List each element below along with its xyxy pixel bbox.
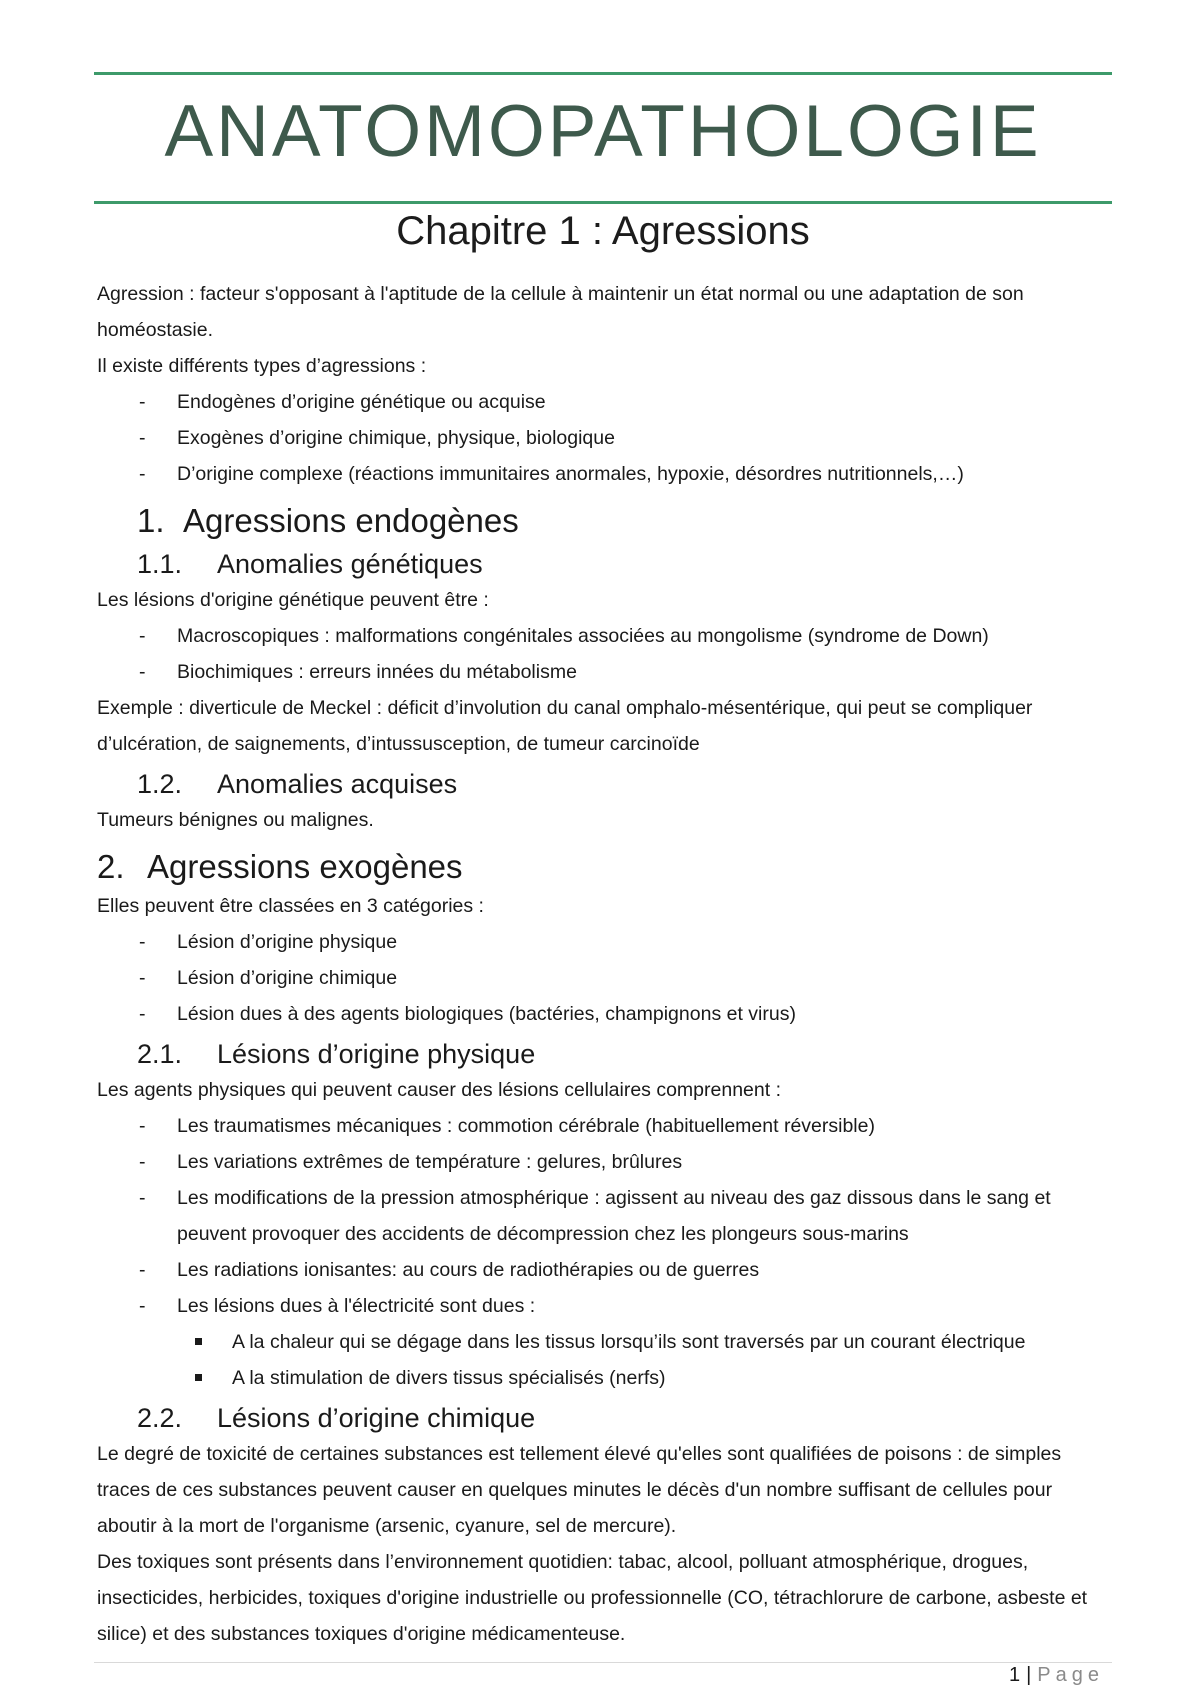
list-item: - Biochimiques : erreurs innées du métabolisme	[97, 654, 1107, 690]
definition-paragraph: Agression : facteur s'opposant à l'aptitude de la cellule à maintenir un état normal ou une adaptation de son homéostasie.	[97, 283, 1024, 341]
page-label: Page	[1037, 1664, 1104, 1686]
types-lead: Il existe différents types d’agressions :	[97, 355, 427, 377]
section-heading-1: 1. Agressions endogènes	[137, 502, 519, 539]
list-item: - Lésion dues à des agents biologiques (bactéries, champignons et virus)	[97, 996, 1107, 1032]
subsection-heading-2-1: 2.1. Lésions d’origine physique	[137, 1039, 536, 1069]
section-heading-2: 2. Agressions exogènes	[97, 848, 463, 885]
document-title: ANATOMOPATHOLOGIE	[164, 91, 1042, 172]
sub-list-item: A la chaleur qui se dégage dans les tissus lorsqu’ils sont traversés par un courant électrique	[97, 1324, 1107, 1360]
footer-rule	[94, 1662, 1112, 1663]
list-item: - Les traumatismes mécaniques : commotion cérébrale (habituellement réversible)	[97, 1108, 1107, 1144]
physical-list	[97, 1108, 1107, 1324]
list-item: - Les modifications de la pression atmosphérique : agissent au niveau des gaz dissous dans le sang et peuvent provoquer des accidents de décompression chez les plongeurs sous-marins	[97, 1180, 1107, 1252]
list-item: - D’origine complexe (réactions immunitaires anormales, hypoxie, désordres nutritionnels,…)	[97, 456, 1107, 492]
list-item: - Les lésions dues à l'électricité sont dues :	[97, 1288, 1107, 1324]
page-number: 1	[1008, 1664, 1021, 1686]
subsection-heading-2-2: 2.2. Lésions d’origine chimique	[137, 1403, 536, 1433]
exogenous-list	[97, 924, 1107, 1032]
chemical-paragraph-2: Des toxiques sont présents dans l’environnement quotidien: tabac, alcool, polluant atmosphérique, drogues, insecticides, herbicides, toxiques d'origine industrielle ou professionnelle (CO, tétrachlorure de carbone, asbeste et silice) et des substances toxiques d'origine médicamenteuse.	[97, 1551, 1088, 1645]
list-item: - Lésion d’origine chimique	[97, 960, 1107, 996]
list-item: - Lésion d’origine physique	[97, 924, 1107, 960]
physical-lead: Les agents physiques qui peuvent causer des lésions cellulaires comprennent :	[97, 1079, 781, 1101]
title-top-rule	[94, 72, 1112, 75]
types-list	[97, 384, 1107, 492]
electricity-sublist	[97, 1324, 1107, 1396]
chemical-paragraph-1: Le degré de toxicité de certaines substances est tellement élevé qu'elles sont qualifiées de poisons : de simples traces de ces substances peuvent causer en quelques minutes le décès d'un nombre suffisant de cellules pour aboutir à la mort de l'organisme (arsenic, cyanure, sel de mercure).	[97, 1443, 1062, 1537]
list-item: - Les radiations ionisantes: au cours de radiothérapies ou de guerres	[97, 1252, 1107, 1288]
acquired-text: Tumeurs bénignes ou malignes.	[97, 809, 374, 831]
chapter-title: Chapitre 1 : Agressions	[396, 209, 810, 253]
subsection-heading-1-2: 1.2. Anomalies acquises	[137, 769, 458, 799]
exogenous-lead: Elles peuvent être classées en 3 catégories :	[97, 895, 484, 917]
page-footer	[1009, 1664, 1104, 1687]
list-item: - Endogènes d’origine génétique ou acquise	[97, 384, 1107, 420]
subsection-heading-1-1: 1.1. Anomalies génétiques	[137, 549, 483, 579]
list-item: - Les variations extrêmes de température : gelures, brûlures	[97, 1144, 1107, 1180]
example-paragraph: Exemple : diverticule de Meckel : déficit d’involution du canal omphalo-mésentérique, qui peut se compliquer d’ulcération, de saignements, d’intussusception, de tumeur carcinoïde	[97, 697, 1033, 755]
genetic-list	[97, 618, 1107, 690]
sub-list-item: A la stimulation de divers tissus spécialisés (nerfs)	[97, 1360, 1107, 1396]
list-item: - Exogènes d’origine chimique, physique, biologique	[97, 420, 1107, 456]
genetic-lead: Les lésions d'origine génétique peuvent être :	[97, 589, 489, 611]
footer-separator: |	[1026, 1664, 1032, 1686]
document-body	[97, 276, 1107, 1652]
title-bottom-rule	[94, 201, 1112, 204]
list-item: - Macroscopiques : malformations congénitales associées au mongolisme (syndrome de Down)	[97, 618, 1107, 654]
